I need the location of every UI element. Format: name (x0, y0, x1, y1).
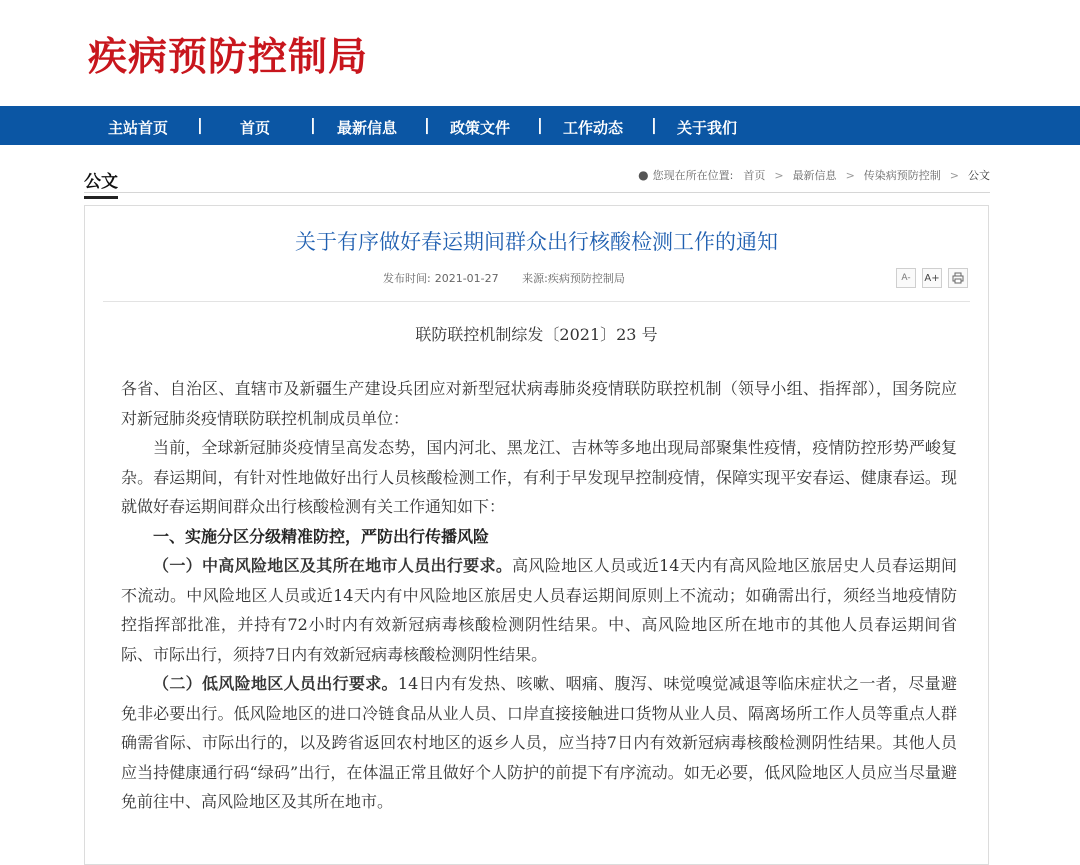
paragraph-body: 高风险地区人员或近14天内有高风险地区旅居史人员春运期间不流动。中风险地区人员或近14天内有中风险地区旅居史人员春运期间原则上不流动；如确需出行，须经当地疫情防控指挥部批准，并持有72小时内有效新冠病毒核酸检测阴性结果。中、高风险地区所在地市的其他人员春运期间省际、市际出行，须持7日内有效新冠病毒核酸检测阴性结果。 (121, 556, 957, 664)
nav-item-about[interactable]: 关于我们 (677, 119, 738, 137)
nav-item-latest[interactable]: 最新信息 (337, 119, 398, 137)
font-smaller-icon: A- (901, 273, 911, 283)
publish-time-label: 发布时间: 2021-01-27 (383, 272, 499, 285)
breadcrumb-item-home[interactable]: 首页 (743, 169, 766, 182)
breadcrumb-item-current[interactable]: 公文 (968, 169, 990, 182)
print-button[interactable] (948, 268, 968, 288)
paragraph-low-risk (121, 669, 957, 817)
nav-separator: | (310, 115, 316, 134)
nav-item-home[interactable]: 首页 (240, 119, 271, 137)
nav-item-work-news[interactable]: 工作动态 (563, 119, 624, 137)
font-smaller-button[interactable] (896, 268, 916, 288)
location-pin-icon: ● (638, 168, 649, 182)
font-larger-button[interactable] (922, 268, 942, 288)
section-heading: 一、实施分区分级精准防控，严防出行传播风险 (153, 526, 490, 546)
article-panel (84, 205, 989, 865)
breadcrumb-item-latest[interactable]: 最新信息 (792, 169, 837, 182)
nav-separator: | (424, 115, 430, 134)
paragraph-lead: （一）中高风险地区及其所在地市人员出行要求。 (153, 556, 513, 575)
nav-separator: | (197, 115, 203, 134)
section-title: 公文 (84, 167, 118, 199)
meta-divider (103, 301, 970, 302)
main-nav (0, 106, 1080, 145)
breadcrumb-separator: > (845, 168, 855, 182)
print-icon (952, 272, 964, 284)
document-number: 联防联控机制综发〔2021〕23 号 (415, 325, 658, 344)
section-divider (84, 192, 990, 193)
nav-separator: | (537, 115, 543, 134)
source-label: 来源:疾病预防控制局 (522, 272, 625, 285)
paragraph-body: 14日内有发热、咳嗽、咽痛、腹泻、味觉嗅觉减退等临床症状之一者，尽量避免非必要出行。低风险地区的进口冷链食品从业人员、口岸直接接触进口货物从业人员、隔离场所工作人员等重点人群确需省际、市际出行的，以及跨省返回农村地区的返乡人员，应当持7日内有效新冠病毒核酸检测阴性结果。其他人员应当持健康通行码“绿码”出行，在体温正常且做好个人防护的前提下有序流动。如无必要，低风险地区人员应当尽量避免前往中、高风险地区及其所在地市。 (121, 674, 957, 811)
intro-paragraph: 当前，全球新冠肺炎疫情呈高发态势，国内河北、黑龙江、吉林等多地出现局部聚集性疫情，疫情防控形势严峻复杂。春运期间，有针对性地做好出行人员核酸检测工作，有利于早发现早控制疫情，保障实现平安春运、健康春运。现就做好春运期间群众出行核酸检测有关工作通知如下： (121, 438, 957, 516)
breadcrumb-separator: > (774, 168, 784, 182)
breadcrumb (638, 167, 990, 183)
nav-separator: | (651, 115, 657, 134)
nav-item-policy[interactable]: 政策文件 (450, 119, 511, 137)
breadcrumb-prefix: 您现在所在位置: (652, 169, 734, 182)
article-body (121, 374, 957, 817)
paragraph-lead: （二）低风险地区人员出行要求。 (153, 674, 398, 693)
article-meta (383, 270, 635, 286)
site-logo-title[interactable]: 疾病预防控制局 (88, 35, 369, 80)
recipients-paragraph: 各省、自治区、直辖市及新疆生产建设兵团应对新型冠状病毒肺炎疫情联防联控机制（领导小组、指挥部），国务院应对新冠肺炎疫情联防联控机制成员单位： (121, 379, 957, 428)
paragraph-high-risk (121, 551, 957, 669)
breadcrumb-separator: > (949, 168, 959, 182)
breadcrumb-item-infectious[interactable]: 传染病预防控制 (863, 169, 941, 182)
font-larger-icon: A+ (924, 272, 940, 284)
article-title: 关于有序做好春运期间群众出行核酸检测工作的通知 (295, 230, 778, 254)
article-tools (896, 268, 968, 288)
nav-item-main-home[interactable]: 主站首页 (108, 119, 169, 137)
